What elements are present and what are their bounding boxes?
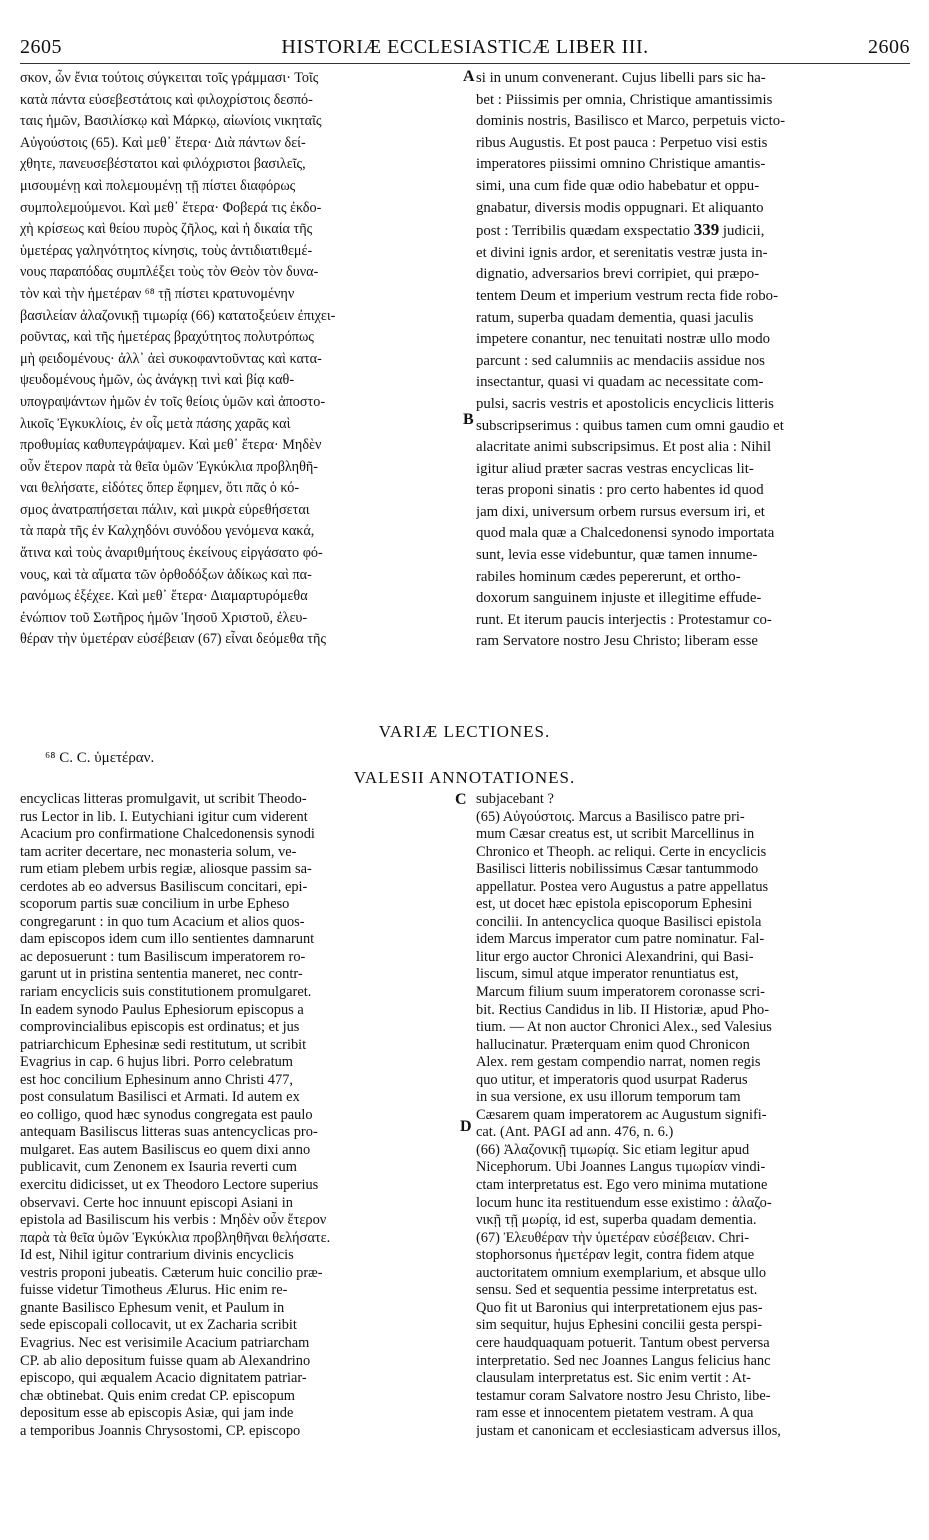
greek-text-line: νους, καὶ τὰ αἵματα τῶν ὀρθοδόξων ἀδίκως καὶ πα- [20,566,312,583]
annotation-line: Cæsarem quam imperatorem ac Augustum signifi- [476,1106,767,1123]
annotation-line: exercitu didicisset, ut ex Theodoro Lectore superius [20,1177,319,1194]
annotation-line: νικῇ τῇ μωρίᾳ, id est, superba quadam dementia. [476,1212,757,1229]
annotation-line: In eadem synodo Paulus Ephesiorum episcopus a [20,1001,304,1018]
header-rule [20,63,910,64]
annotation-line: quo utitur, et imperatoris quod usurpat Raderus [476,1071,748,1088]
greek-text-line: μὴ φειδομένους· ἀλλ᾽ ἀεὶ συκοφαντοῦντας καὶ κατα- [20,350,322,367]
latin-text-line: alacritate animi subscripsimus. Et post alia : Nihil [476,439,772,456]
latin-text-line: insectantur, quasi vi quadam ac necessitate com- [476,374,764,391]
greek-text-line: κατὰ πάντα εὐσεβεστάτοις καὶ φιλοχρίστοις δεσπό- [20,91,313,108]
annotation-line: gnante Basilisco Ephesum venit, et Paulum in [20,1299,285,1316]
page-number-right: 2606 [868,36,910,58]
greek-text-line: λικοῖς Ἐγκυκλίοις, ἐν οἷς μετὰ πάσης χαρᾶς καὶ [20,415,291,432]
annotation-line: auctoritatem omnium exemplarium, et absque ullo [476,1264,767,1281]
greek-text-line: τὰ παρὰ τῆς ἐν Καλχηδόνι συνόδου γενόμενα κακά, [20,523,315,540]
annotation-line: garunt ut in pristina sententia maneret, nec contr- [20,966,303,983]
greek-text-line: βασιλείαν ἀλαζονικῇ τιμωρίᾳ (66) κατατοξεύειν ἐπιχει- [20,307,336,324]
valesii-annotationes-heading: VALESII ANNOTATIONES. [353,768,576,787]
annotation-line: Alex. rem gestam compendio narrat, nomen regis [476,1054,761,1071]
greek-text-line: σμος ἀνατραπήσεται πάλιν, καὶ μικρὰ εὑρεθήσεται [20,501,310,518]
greek-text-line: χθητε, πανευσεβέστατοι καὶ φιλόχριστοι βασιλεῖς, [20,156,306,173]
latin-text-line: bet : Piissimis per omnia, Christique amantissimis [476,91,773,108]
annotation-line: stophorsonus ἡμετέραν legit, contra fidem atque [476,1247,755,1264]
annotation-line: bit. Rectius Candidus in lib. II Historiæ, apud Pho- [476,1001,769,1018]
annotation-line: Marcum filium suum imperatorem coronasse scri- [476,984,765,1001]
greek-text-line: συμπολεμούμενοι. Καὶ μεθ᾽ ἕτερα· Φοβερά τις ἐκδο- [20,199,322,216]
annotation-line: interpretatio. Sed nec Joannes Langus felicius hanc [476,1352,771,1369]
latin-text-line: gnabatur, diversis modis oppugnari. Et aliquanto [476,199,764,216]
annotation-line: παρὰ τὰ θεῖα ὑμῶν Ἐγκύκλια προβληθῆναι θελήσατε. [20,1229,331,1246]
latin-text-line: simi, una cum fide quæ odio habebatur et oppu- [476,177,760,194]
annotation-line: chæ obtinebat. Quis enim credat CP. episcopum [20,1387,295,1404]
annotation-line: sim sequitur, hujus Ephesini concilii gesta perspi- [476,1317,762,1334]
margin-letter-b: B [463,411,474,428]
annotation-line: locum hunc ita restituendum esse existimo : ἀλαζο- [476,1194,772,1211]
annotation-line: cere haudquaquam potuerit. Tantum obest perversa [476,1334,770,1351]
annotation-line: sensu. Sed et sequentia pessime interpretatus est. [476,1282,758,1299]
annotation-line: concilii. In antencyclica quoque Basilisci epistola [476,913,762,930]
annotation-line: sede episcopali collocavit, ut ex Zacharia scribit [20,1317,297,1334]
latin-text-line: tentem Deum et imperium vestrum recta fide robo- [476,287,778,304]
latin-text-line: sunt, levia esse videbuntur, quæ tamen innume- [476,547,758,564]
greek-text-line: ἐνώπιον τοῦ Σωτῆρος ἡμῶν Ἰησοῦ Χριστοῦ, ἐλευ- [20,609,308,626]
latin-text-line: imperatores piissimi omnino Christique amantis- [476,156,766,173]
annotation-line: Acacium pro confirmatione Chalcedonensis synodi [20,826,315,843]
annotation-line: (65) Αὐγούστοις. Marcus a Basilisco patre pri- [476,808,745,825]
annotation-line: dam episcopos idem cum illo sentientes damnarunt [20,931,315,948]
annotation-line: clausulam interpretatus est. Sic enim vertit : At- [476,1370,751,1387]
annotation-line: Basilisci litteris nobilissimus Cæsar tantummodo [476,861,759,878]
annotation-line: fuisse videtur Timotheus Ælurus. Hic enim re- [20,1282,288,1299]
annotation-line: (67) Ἐλευθέραν τὴν ὑμετέραν εὐσέβειαν. Chri- [476,1229,750,1246]
annotation-line: cat. (Ant. PAGI ad ann. 476, n. 6.) [476,1124,674,1141]
annotation-line: testamur coram Salvatore nostro Jesu Christo, libe- [476,1387,771,1404]
annotation-line: liscum, simul atque imperator renuntiatus est, [476,966,739,983]
annotation-line: a temporibus Joannis Chrysostomi, CP. episcopo [20,1422,301,1439]
running-title: HISTORIÆ ECCLESIASTICÆ LIBER III. [281,36,649,58]
greek-text-line: υπογραψάντων ἡμῶν ἐν τοῖς θείοις ὑμῶν καὶ ἀποστο- [20,393,326,410]
annotation-line: Evagrius. Nec est verisimile Acacium patriarcham [20,1334,310,1351]
annotations-right-column [476,791,912,1440]
annotation-line: tium. — At non auctor Chronici Alex., sed Valesius [476,1019,772,1036]
latin-text-line: dignatio, adversarios brevi corripiet, qui præpo- [476,266,760,283]
annotation-line: encyclicas litteras promulgavit, ut scribit Theodo- [20,791,307,807]
annotation-line: Nicephorum. Ubi Joannes Langus τιμωρίαν vindi- [476,1159,766,1176]
page-number-marker: 339 [693,220,720,240]
annotation-line: litur ergo auctor Chronici Alexandrini, qui Basi- [476,948,754,965]
annotation-line: (66) Ἀλαζονικῇ τιμωρίᾳ. Sic etiam legitur apud [476,1141,750,1158]
annotation-line: scoporum partis suæ concilium in urbe Epheso [20,896,290,913]
annotation-line: epistola ad Basiliscum his verbis : Μηδὲν οὖν ἕτερον [20,1212,327,1229]
page-number-left: 2605 [20,36,62,58]
greek-text-line: ψευδομένους ἡμῶν, ὡς ἀνάγκῃ τινὶ καὶ βίᾳ καθ- [20,372,295,389]
latin-text-line: ratum, superba quadam dementia, quasi jaculis [476,309,754,326]
latin-text-line: pulsi, sacris vestris et apostolicis encyclicis litteris [476,395,774,412]
latin-text-line: quod mala quæ a Chalcedonensi synodo importata [476,525,775,542]
annotation-line: rus Lector in lib. I. Eutychiani igitur cum viderent [20,808,308,825]
latin-text-line: si in unum convenerant. Cujus libelli pars sic ha- [476,70,766,86]
annotation-line: ctam interpretatus est. Ego vero minima mutatione [476,1177,768,1194]
latin-text-line: impetere conantur, nec tenuitati nostræ ullo modo [476,331,771,348]
greek-text-line: σκον, ὧν ἔνια τούτοις σύγκειται τοῖς γράμμασι· Τοῖς [20,70,319,86]
greek-text-line: μισουμένῃ καὶ πολεμουμένῃ τῇ πίστει διαφόρως [20,177,296,194]
annotation-line: publicavit, cum Zenonem ex Isauria reverti cum [20,1159,297,1176]
annotation-line: tam acriter decertare, nec monasteria solum, ve- [20,843,297,860]
annotation-line: congregarunt : in quo tum Acacium et alios quos- [20,913,305,930]
latin-text-line: ram Servatore nostro Jesu Christo; liberam esse [476,633,758,650]
annotation-line: Id est, Nihil igitur contrarium divinis encyclicis [20,1247,294,1264]
greek-text-line: ταις ἡμῶν, Βασιλίσκῳ καὶ Μάρκῳ, αἰωνίοις νικηταῖς [20,113,322,130]
greek-text-line: ἅτινα καὶ τοὺς ἀναριθμήτους ἐκείνους εἰργάσατο φό- [20,545,323,562]
latin-text-line: teras proponi sinatis : pro certo habentes id quod [476,482,764,499]
annotation-line: idem Marcus imperator cum patre nominatur. Fal- [476,931,765,948]
annotation-line: eo colligo, quod hæc synodus congregata est paulo [20,1106,313,1123]
margin-letter-a: A [463,68,475,85]
annotation-line: justam et canonicam et ecclesiasticam adversus illos, [476,1422,781,1439]
annotation-line: CP. ab alio depositum fuisse quam ab Alexandrino [20,1352,311,1369]
latin-text-line: jam dixi, universum orbem rursus eversum iri, et [476,503,765,520]
annotation-line: ac deposuerunt : tum Basiliscum imperatorem ro- [20,948,306,965]
greek-text-line: θέραν τὴν ὑμετέραν εὐσέβειαν (67) εἶναι δεόμεθα τῆς [20,631,326,648]
greek-text-line: νους παραπόδας συμπλέξει τοὺς τὸν Θεὸν τὸν δυνα- [20,264,319,281]
variant-reading-note: ⁶⁸ C. C. ὑμετέραν. [45,750,155,766]
annotation-line: patriarchicum Ephesinæ sedi restitutum, ut scribit [20,1036,307,1053]
variae-lectiones-heading: VARIÆ LECTIONES. [378,722,551,741]
running-header [20,36,910,62]
greek-text-line: ὑμετέρας γαληνότητος κίνησις, τοὺς ἀντιδιατιθεμέ- [20,242,313,259]
greek-text-column [20,68,460,651]
latin-text-line: dominis nostris, Basilisco et Marco, perpetuis victo- [476,113,786,130]
annotation-line: appellatur. Postea vero Augustus a patre appellatus [476,878,769,895]
annotation-line: cerdotes ab eo adversus Basiliscum concitari, epi- [20,878,308,895]
annotation-line: ram esse et innocentem pietatem vestram. A qua [476,1405,754,1422]
greek-text-line: προθυμίας καθυπεγράψαμεν. Καὶ μεθ᾽ ἕτερα· Μηδὲν [20,437,322,454]
greek-text-line: χὴ κρίσεως καὶ θείου πυρὸς ζῆλος, καὶ ἡ δικαία τῆς [20,221,313,238]
latin-text-line: parcunt : sed calumniis ac mendaciis assidue nos [476,352,765,369]
annotation-line: antequam Basiliscus litteras suas antencyclicas pro- [20,1124,318,1141]
annotation-line: Chronico et Theoph. ac reliqui. Certe in encyclicis [476,843,767,860]
latin-text-line: runt. Et iterum paucis interjectis : Protestamur co- [476,611,772,628]
annotation-line: episcopo, qui æqualem Acacio dignitatem patriar- [20,1370,307,1387]
annotation-line: rariam encyclicis suis constitutionem promulgaret. [20,984,312,1001]
margin-letter-d: D [460,1118,472,1135]
margin-letter-c: C [455,791,467,808]
latin-text-line: ribus Augustis. Et post pauca : Perpetuo visi estis [476,134,768,151]
annotations-left-column [20,791,460,1440]
latin-text-line: rabiles hominum cædes pepererunt, et ortho- [476,568,741,585]
annotation-line: observavi. Certe hoc innuunt episcopi Asiani in [20,1194,293,1211]
greek-text-line: τὸν καὶ τὴν ἡμετέραν ⁶⁸ τῇ πίστει κρατυνομένην [20,285,295,302]
annotation-line: est hoc concilium Ephesinum anno Christi 477, [20,1071,293,1088]
annotation-line: mum Cæsar creatus est, ut scribit Marcellinus in [476,826,755,843]
annotation-line: comprovincialibus episcopis est ordinatus; et jus [20,1019,300,1036]
annotation-line: post consulatum Basilisci et Armati. Id autem ex [20,1089,300,1106]
latin-text-line: et divini ignis ardor, et serenitatis vestræ justa in- [476,244,768,261]
greek-text-line: ρανόμως ἐξέχεε. Καὶ μεθ᾽ ἕτερα· Διαμαρτυρόμεθα [20,588,308,605]
latin-text-line: subscripserimus : quibus tamen cum omni gaudio et [476,417,784,434]
latin-text-line: doxorum sanguinem injuste et illegitime effude- [476,590,762,607]
latin-text-column [476,68,912,653]
greek-text-line: Αὐγούστοις (65). Καὶ μεθ᾽ ἕτερα· Διὰ πάντων δεί- [20,134,306,151]
latin-text-line: igitur aliud præter sacras vestras encyclicas lit- [476,460,754,477]
greek-text-line: ροῦντας, καὶ τῆς ἡμετέρας βραχύτητος πολυτρόπως [20,329,314,346]
annotation-line: mulgaret. Eas autem Basiliscus eo quem dixi anno [20,1141,311,1158]
greek-text-line: οὖν ἕτερον παρὰ τὰ θεῖα ὑμῶν Ἐγκύκλια προβληθῆ- [20,458,319,475]
greek-text-line: ναι θελήσατε, εἰδότες ὅπερ ἔφημεν, ὅτι πᾶς ὁ κό- [20,480,300,497]
annotation-line: depositum esse ab episcopis Asiæ, qui jam inde [20,1405,294,1422]
annotation-line: rum etiam plebem urbis regiæ, aliosque passim sa- [20,861,312,878]
annotation-line: vestris proponi jubeatis. Cæterum huic concilio præ- [20,1264,323,1281]
annotation-line: hallucinatur. Præterquam enim quod Chronicon [476,1036,750,1053]
annotation-line: est, ut docet hæc epistola episcoporum Ephesini [476,896,753,913]
annotation-line: subjacebant ? [476,791,554,807]
annotation-line: Quo fit ut Baronius qui interpretationem ejus pas- [476,1299,763,1316]
annotation-line: in sua versione, ex usu illorum temporum tam [476,1089,741,1106]
latin-text-line: post : Terribilis quædam exspectatio 339 judicii, [476,220,765,240]
annotation-line: Evagrius in cap. 6 hujus libri. Porro celebratum [20,1054,293,1071]
